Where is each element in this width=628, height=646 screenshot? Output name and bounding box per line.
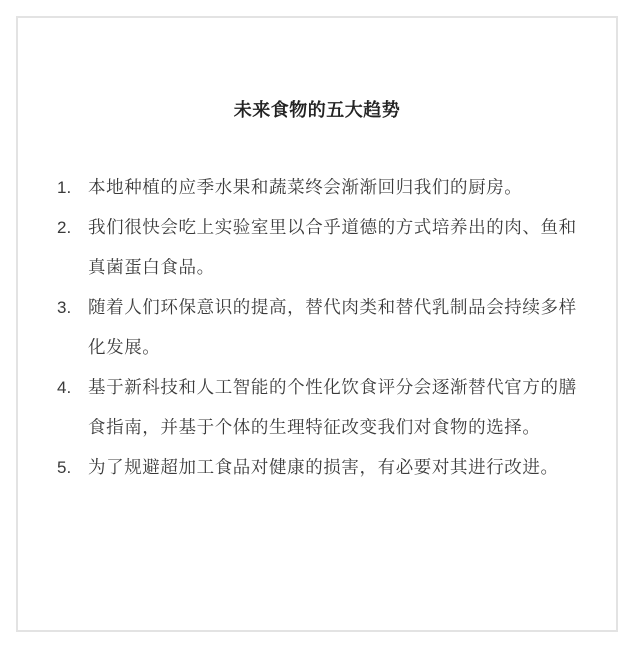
list-text: 基于新科技和人工智能的个性化饮食评分会逐渐替代官方的膳食指南，并基于个体的生理特征改变我们对食物的选择。 [88, 378, 577, 438]
content-card [16, 16, 618, 632]
list-number: 1. [57, 178, 72, 197]
list-text: 为了规避超加工食品对健康的损害，有必要对其进行改进。 [88, 458, 559, 478]
list-item [18, 168, 616, 208]
list-item [18, 288, 616, 368]
list-number: 5. [57, 458, 72, 477]
list-item [18, 368, 616, 448]
list-item [18, 448, 616, 488]
trend-list [18, 168, 616, 488]
list-item [18, 208, 616, 288]
list-text: 随着人们环保意识的提高，替代肉类和替代乳制品会持续多样化发展。 [88, 298, 577, 358]
list-number: 2. [57, 218, 72, 237]
list-number: 3. [57, 298, 72, 317]
list-text: 我们很快会吃上实验室里以合乎道德的方式培养出的肉、鱼和真菌蛋白食品。 [88, 218, 577, 278]
page-title: 未来食物的五大趋势 [233, 100, 401, 121]
list-text: 本地种植的应季水果和蔬菜终会渐渐回归我们的厨房。 [88, 178, 523, 198]
list-number: 4. [57, 378, 72, 397]
